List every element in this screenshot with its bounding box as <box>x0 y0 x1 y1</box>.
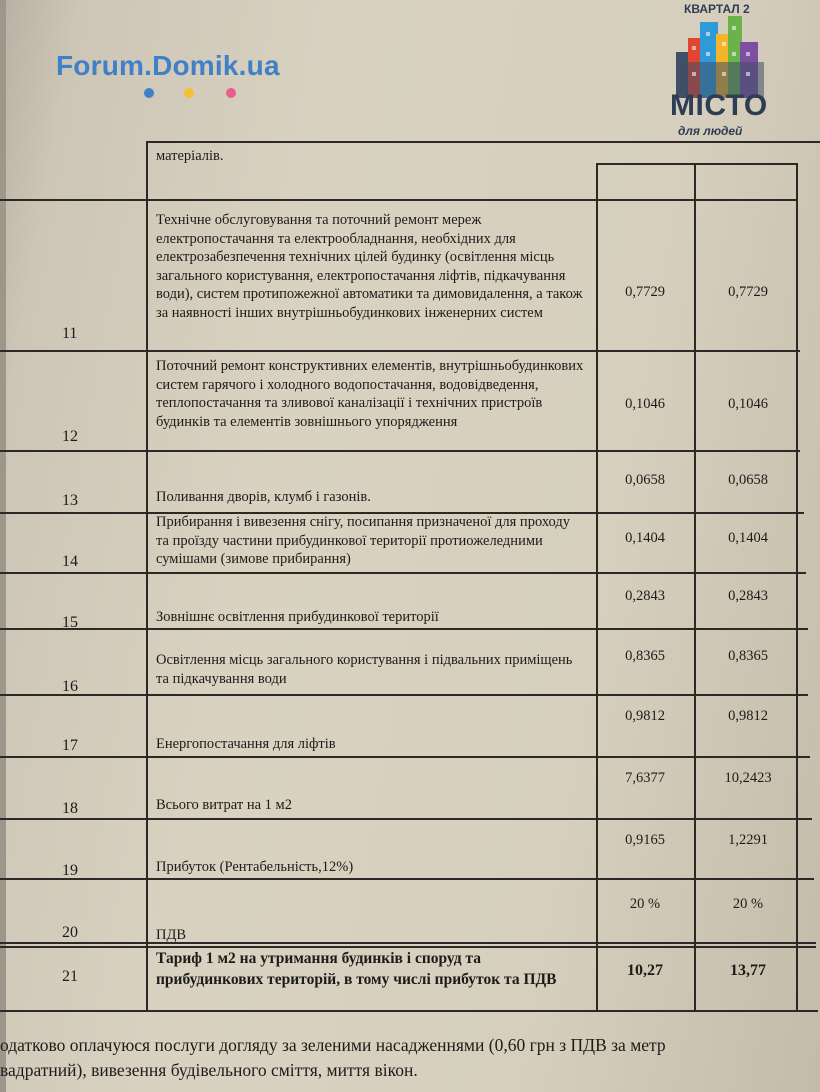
value-col-1: 0,7729 <box>625 284 665 300</box>
value-col-2: 20 % <box>732 896 764 912</box>
table-h-rule <box>0 694 808 696</box>
table-h-rule <box>0 572 806 574</box>
logo-top-text: КВАРТАЛ 2 <box>684 2 750 16</box>
table-h-rule <box>0 878 814 880</box>
value-col-2: 0,9812 <box>728 708 768 724</box>
value-col-2: 0,1046 <box>728 396 768 412</box>
value-col-2: 1,2291 <box>728 832 768 848</box>
row-description: Всього витрат на 1 м2 <box>156 797 292 813</box>
value-col-2: 0,8365 <box>728 648 768 664</box>
table-h-rule <box>0 1010 818 1012</box>
row-description: Технічне обслуговування та поточний ремонт мереж електропостачання та електрообладнання, необхідних для електрозабезпечення технічних цілей будинку (освітлення місць загального користування, електропостачання ліфтів, підкачування води), систем протипожежної автоматики та димовидалення, а також за наявності інших внутрішньобудинкових інженерних систем <box>156 212 583 321</box>
row-description: Прибирання і вивезення снігу, посипання призначеної для проходу та проїзду частини прибудинкової території протиожеледними сумішами (зимове прибирання) <box>156 514 570 567</box>
value-col-1: 20 % <box>629 896 661 912</box>
table-h-rule <box>0 756 810 758</box>
row-number: 20 <box>62 924 78 941</box>
row-number: 12 <box>62 428 78 445</box>
logo-name: МІСТО <box>670 89 768 122</box>
row-description: Тариф 1 м2 на утримання будинків і споруд та прибудинкових територій, в тому числі прибуток та ПДВ <box>156 950 557 988</box>
value-col-2: 0,0658 <box>728 472 768 488</box>
row-description: Зовнішнє освітлення прибудинкової території <box>156 609 439 625</box>
value-col-1: 0,2843 <box>625 588 665 604</box>
value-col-1: 7,6377 <box>625 770 665 786</box>
value-col-2: 0,7729 <box>728 284 768 300</box>
table-h-rule <box>0 818 812 820</box>
table-v-rule <box>146 141 148 1010</box>
row-description: Енергопостачання для ліфтів <box>156 736 336 752</box>
table-h-rule <box>596 163 797 165</box>
table-h-rule <box>0 199 798 201</box>
value-col-2: 10,2423 <box>724 770 772 786</box>
row-number: 17 <box>62 737 78 754</box>
value-col-2: 13,77 <box>730 962 766 979</box>
table-h-rule <box>146 141 820 143</box>
table-h-rule <box>0 628 808 630</box>
row-number: 21 <box>62 968 78 985</box>
row-number: 18 <box>62 800 78 817</box>
continuation-text: матеріалів. <box>156 148 224 164</box>
footnote-line-1: одатково оплачуюся послуги догляду за зеленими насадженнями (0,60 грн з ПДВ за метр <box>0 1035 666 1055</box>
row-number: 13 <box>62 492 78 509</box>
value-col-1: 0,8365 <box>625 648 665 664</box>
value-col-1: 0,1046 <box>625 396 665 412</box>
row-description: Поточний ремонт конструктивних елементів, внутрішньобудинкових систем гарячого і холодного водопостачання, водовідведення, теплопостачання та зливової каналізації і технічних пристроїв будинків та елементів зовнішнього упорядження <box>156 358 584 430</box>
row-number: 14 <box>62 553 78 570</box>
row-description: Освітлення місць загального користування і підвальних приміщень та підкачування води <box>156 652 573 687</box>
row-number: 11 <box>62 325 78 342</box>
value-col-1: 0,9165 <box>625 832 665 848</box>
row-number: 15 <box>62 614 78 631</box>
footnote <box>0 1033 820 1083</box>
value-col-1: 0,0658 <box>625 472 665 488</box>
value-col-2: 0,2843 <box>728 588 768 604</box>
value-col-2: 0,1404 <box>728 530 768 546</box>
value-col-1: 10,27 <box>627 962 663 979</box>
table-h-rule <box>0 350 800 352</box>
logo-subtitle: для людей <box>678 124 743 138</box>
row-number: 19 <box>62 862 78 879</box>
value-col-1: 0,1404 <box>625 530 665 546</box>
row-description: ПДВ <box>156 927 187 943</box>
footnote-line-2: вадратний), вивезення будівельного сміття, миття вікон. <box>0 1060 418 1080</box>
row-description: Прибуток (Рентабельність,12%) <box>156 859 354 875</box>
watermark-text: Forum.Domik.ua <box>56 50 280 81</box>
value-col-1: 0,9812 <box>625 708 665 724</box>
row-description: Поливання дворів, клумб і газонів. <box>156 489 371 505</box>
table-h-rule <box>0 450 800 452</box>
row-number: 16 <box>62 678 78 695</box>
